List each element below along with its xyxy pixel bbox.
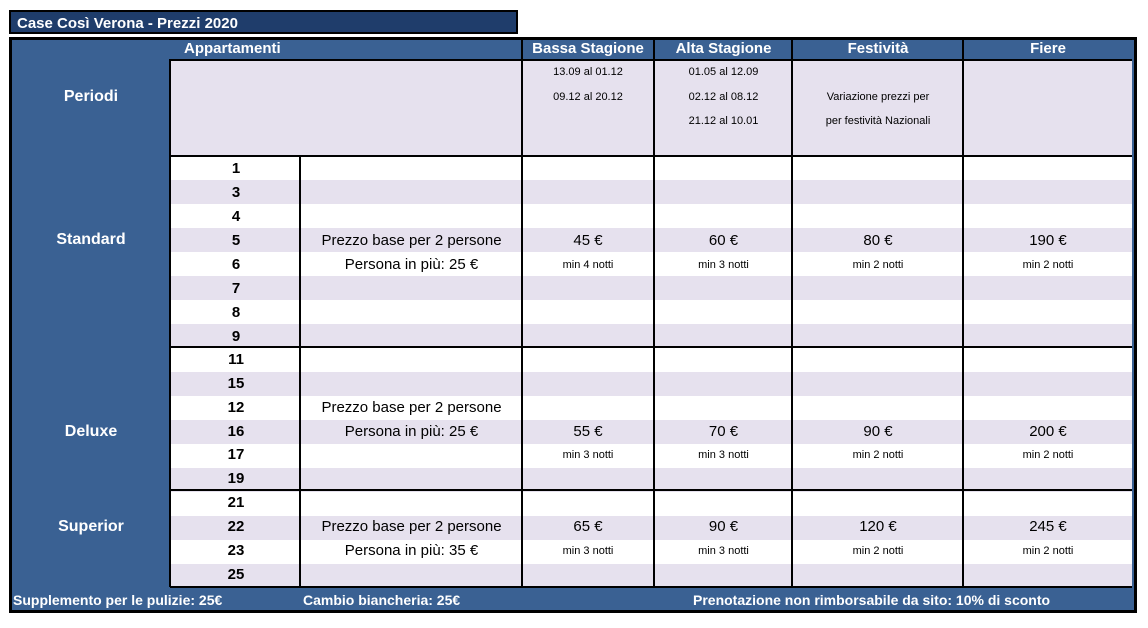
deluxe-extra-person: Persona in più: 25 €: [344, 423, 479, 440]
header-bassa-stagione: Bassa Stagione: [532, 40, 644, 57]
superior-price-fiere: 245 €: [1029, 518, 1067, 535]
page-title: Case Così Verona - Prezzi 2020: [9, 10, 518, 34]
standard-price-bassa: 45 €: [573, 232, 603, 249]
standard-min-bassa: min 4 notti: [562, 259, 614, 271]
unit-number: 19: [227, 470, 245, 487]
standard-min-fiere: min 2 notti: [1022, 259, 1074, 271]
footer-prenotazione: Prenotazione non rimborsabile da sito: 10% di sconto: [693, 592, 1051, 608]
header-festivita: Festività: [847, 40, 909, 57]
deluxe-min-fiere: min 2 notti: [1022, 449, 1074, 461]
label-deluxe: Deluxe: [64, 423, 118, 440]
unit-number: 15: [227, 375, 245, 392]
deluxe-price-bassa: 55 €: [573, 423, 603, 440]
deluxe-price-festivita: 90 €: [863, 423, 893, 440]
unit-number: 17: [227, 446, 245, 463]
superior-price-festivita: 120 €: [859, 518, 897, 535]
unit-number: 25: [227, 566, 245, 583]
label-standard: Standard: [56, 231, 126, 248]
periodo-alta-2: 02.12 al 08.12: [688, 91, 759, 103]
superior-min-fiere: min 2 notti: [1022, 545, 1074, 557]
footer-biancheria: Cambio biancheria: 25€: [303, 592, 461, 608]
standard-price-festivita: 80 €: [863, 232, 893, 249]
footer-pulizie: Supplemento per le pulizie: 25€: [13, 592, 223, 608]
standard-price-alta: 60 €: [708, 232, 739, 249]
unit-number: 1: [231, 160, 241, 177]
unit-number: 6: [231, 256, 241, 273]
unit-number: 7: [231, 280, 241, 297]
unit-number: 22: [227, 518, 245, 535]
standard-price-fiere: 190 €: [1029, 232, 1067, 249]
superior-price-alta: 90 €: [708, 518, 739, 535]
unit-number: 16: [227, 423, 245, 440]
deluxe-base-price-note: Prezzo base per 2 persone: [321, 399, 502, 416]
deluxe-min-alta: min 3 notti: [698, 449, 749, 461]
standard-extra-person: Persona in più: 25 €: [344, 256, 479, 273]
header-alta-stagione: Alta Stagione: [675, 40, 772, 57]
superior-min-festivita: min 2 notti: [852, 545, 904, 557]
header-fiere: Fiere: [1030, 40, 1066, 57]
periodo-festivita-1: Variazione prezzi per: [826, 91, 930, 103]
label-superior: Superior: [58, 518, 124, 535]
unit-number: 21: [227, 494, 245, 511]
unit-number: 12: [227, 399, 245, 416]
periodo-bassa-1: 13.09 al 01.12: [553, 66, 623, 78]
deluxe-min-bassa: min 3 notti: [562, 449, 614, 461]
standard-min-festivita: min 2 notti: [852, 259, 904, 271]
label-periodi: Periodi: [63, 88, 119, 105]
superior-extra-person: Persona in più: 35 €: [344, 542, 479, 559]
deluxe-price-fiere: 200 €: [1029, 423, 1067, 440]
unit-number: 11: [228, 351, 244, 368]
periodo-bassa-2: 09.12 al 20.12: [553, 91, 623, 103]
unit-number: 8: [231, 304, 241, 321]
superior-price-bassa: 65 €: [573, 518, 603, 535]
unit-number: 3: [231, 184, 241, 201]
header-appartamenti: Appartamenti: [184, 40, 281, 57]
deluxe-min-festivita: min 2 notti: [852, 449, 904, 461]
superior-base-price-note: Prezzo base per 2 persone: [321, 518, 502, 535]
unit-number: 5: [231, 232, 241, 249]
periodo-alta-3: 21.12 al 10.01: [688, 115, 759, 127]
superior-min-alta: min 3 notti: [698, 545, 749, 557]
periodo-alta-1: 01.05 al 12.09: [688, 66, 759, 78]
periodo-festivita-2: per festività Nazionali: [825, 115, 931, 127]
standard-base-price-note: Prezzo base per 2 persone: [321, 232, 502, 249]
unit-number: 9: [231, 328, 241, 345]
unit-number: 4: [231, 208, 241, 225]
standard-min-alta: min 3 notti: [698, 259, 749, 271]
unit-number: 23: [227, 542, 245, 559]
superior-min-bassa: min 3 notti: [562, 545, 614, 557]
deluxe-price-alta: 70 €: [708, 423, 739, 440]
